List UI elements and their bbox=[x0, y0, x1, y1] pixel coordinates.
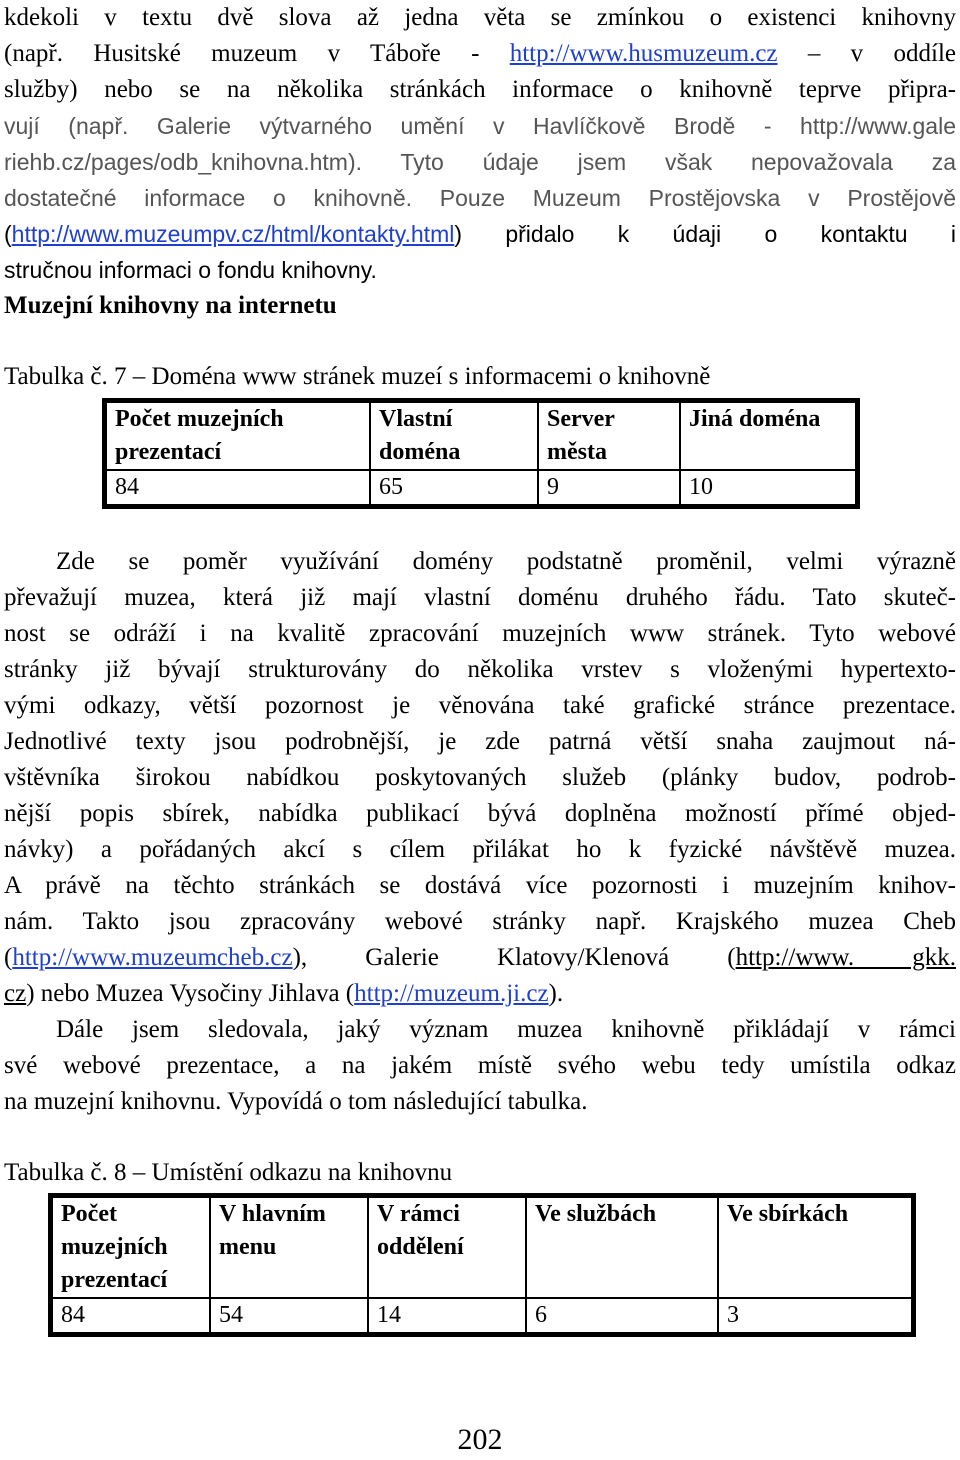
table-cell: 65 bbox=[370, 470, 538, 507]
table-header-row bbox=[51, 1196, 914, 1299]
table-cell: 3 bbox=[718, 1298, 914, 1335]
table-cell: 10 bbox=[680, 470, 858, 507]
body-text-line: vými odkazy, větší pozornost je věnována také grafické stránce prezentace. bbox=[4, 692, 956, 719]
table7-caption: Tabulka č. 7 – Doména www stránek muzeí s informacemi o knihovně bbox=[4, 363, 711, 390]
table-header-cell: V rámci oddělení bbox=[368, 1196, 526, 1299]
table-cell: 6 bbox=[526, 1298, 718, 1335]
body-text-line: převažují muzea, která již mají vlastní doménu druhého řádu. Tato skuteč- bbox=[4, 584, 956, 611]
body-text-line: vují (např. Galerie výtvarného umění v Havlíčkově Brodě - http://www.gale bbox=[4, 113, 956, 139]
body-text-line: riehb.cz/pages/odb_knihovna.htm). Tyto údaje jsem však nepovažovala za bbox=[4, 149, 956, 175]
table-header-cell: Ve službách bbox=[526, 1196, 718, 1299]
body-text-line: A právě na těchto stránkách se dostává více pozornosti i muzejním knihov- bbox=[4, 872, 956, 899]
table-cell: 9 bbox=[538, 470, 680, 507]
body-text-line: cz) nebo Muzea Vysočiny Jihlava (http://muzeum.ji.cz). bbox=[4, 980, 564, 1007]
body-text-line: stručnou informaci o fondu knihovny. bbox=[4, 257, 377, 283]
table-header-row bbox=[105, 401, 858, 471]
body-text-line: dostatečné informace o knihovně. Pouze Muzeum Prostějovska v Prostějově bbox=[4, 185, 956, 211]
table-header-cell: Vlastní doména bbox=[370, 401, 538, 471]
table-cell: 54 bbox=[210, 1298, 368, 1335]
table-row bbox=[105, 470, 858, 507]
table-header-cell: Počet muzejních prezentací bbox=[105, 401, 371, 471]
body-text-line: (http://www.muzeumcheb.cz), Galerie Klatovy/Klenová (http://www. gkk. bbox=[4, 944, 956, 971]
table8 bbox=[48, 1193, 916, 1337]
body-text-line: vštěvníka širokou nabídkou poskytovaných služeb (plánky budov, podrob- bbox=[4, 764, 956, 791]
table-header-cell: Jiná doména bbox=[680, 401, 858, 471]
table-header-cell: Server města bbox=[538, 401, 680, 471]
body-text-line: nost se odráží i na kvalitě zpracování muzejních www stránek. Tyto webové bbox=[4, 620, 956, 647]
body-text-line: nám. Takto jsou zpracovány webové stránky např. Krajského muzea Cheb bbox=[4, 908, 956, 935]
body-text-line: nější popis sbírek, nabídka publikací bývá doplněna možností přímé objed- bbox=[4, 800, 956, 827]
table-row bbox=[51, 1298, 914, 1335]
table-cell: 84 bbox=[51, 1298, 211, 1335]
body-text-line: na muzejní knihovnu. Vypovídá o tom následující tabulka. bbox=[4, 1088, 588, 1115]
body-text-line: Zde se poměr využívání domény podstatně proměnil, velmi výrazně bbox=[56, 548, 956, 575]
muzeumcheb-link[interactable]: http://www.muzeumcheb.cz bbox=[12, 944, 293, 971]
husmuzeum-link[interactable]: http://www.husmuzeum.cz bbox=[509, 40, 778, 67]
gkk-link[interactable]: http://www. gkk. bbox=[735, 944, 956, 971]
table-cell: 14 bbox=[368, 1298, 526, 1335]
body-text-line: Dále jsem sledovala, jaký význam muzea knihovně přikládají v rámci bbox=[56, 1016, 956, 1043]
body-text-line: své webové prezentace, a na jakém místě svého webu tedy umístila odkaz bbox=[4, 1052, 956, 1079]
body-text-line: kdekoli v textu dvě slova až jedna věta se zmínkou o existenci knihovny bbox=[4, 4, 956, 31]
body-text-line: Jednotlivé texty jsou podrobnější, je zde patrná větší snaha zaujmout ná- bbox=[4, 728, 956, 755]
muzeumpv-link[interactable]: http://www.muzeumpv.cz/html/kontakty.html bbox=[11, 221, 455, 247]
page-number: 202 bbox=[457, 1423, 503, 1456]
body-text-line: stránky již bývají strukturovány do několika vrstev s vloženými hypertexto- bbox=[4, 656, 956, 683]
muzeum-ji-link[interactable]: http://muzeum.ji.cz bbox=[354, 980, 549, 1007]
table7 bbox=[102, 398, 860, 509]
body-text-line: (http://www.muzeumpv.cz/html/kontakty.html) přidalo k údaji o kontaktu i bbox=[4, 221, 956, 247]
body-text-line: návky) a pořádaných akcí s cílem přilákat ho k fyzické návštěvě muzea. bbox=[4, 836, 956, 863]
section-heading: Muzejní knihovny na internetu bbox=[4, 292, 337, 319]
body-text-line: (např. Husitské muzeum v Táboře - http://www.husmuzeum.cz – v oddíle bbox=[4, 40, 956, 67]
table-header-cell: Počet muzejních prezentací bbox=[51, 1196, 211, 1299]
gkk-link-continued[interactable]: cz bbox=[4, 980, 27, 1007]
table-header-cell: V hlavním menu bbox=[210, 1196, 368, 1299]
table-header-cell: Ve sbírkách bbox=[718, 1196, 914, 1299]
body-text-line: služby) nebo se na několika stránkách informace o knihovně teprve připra- bbox=[4, 76, 956, 103]
table8-caption: Tabulka č. 8 – Umístění odkazu na knihovnu bbox=[4, 1159, 453, 1186]
table-cell: 84 bbox=[105, 470, 371, 507]
